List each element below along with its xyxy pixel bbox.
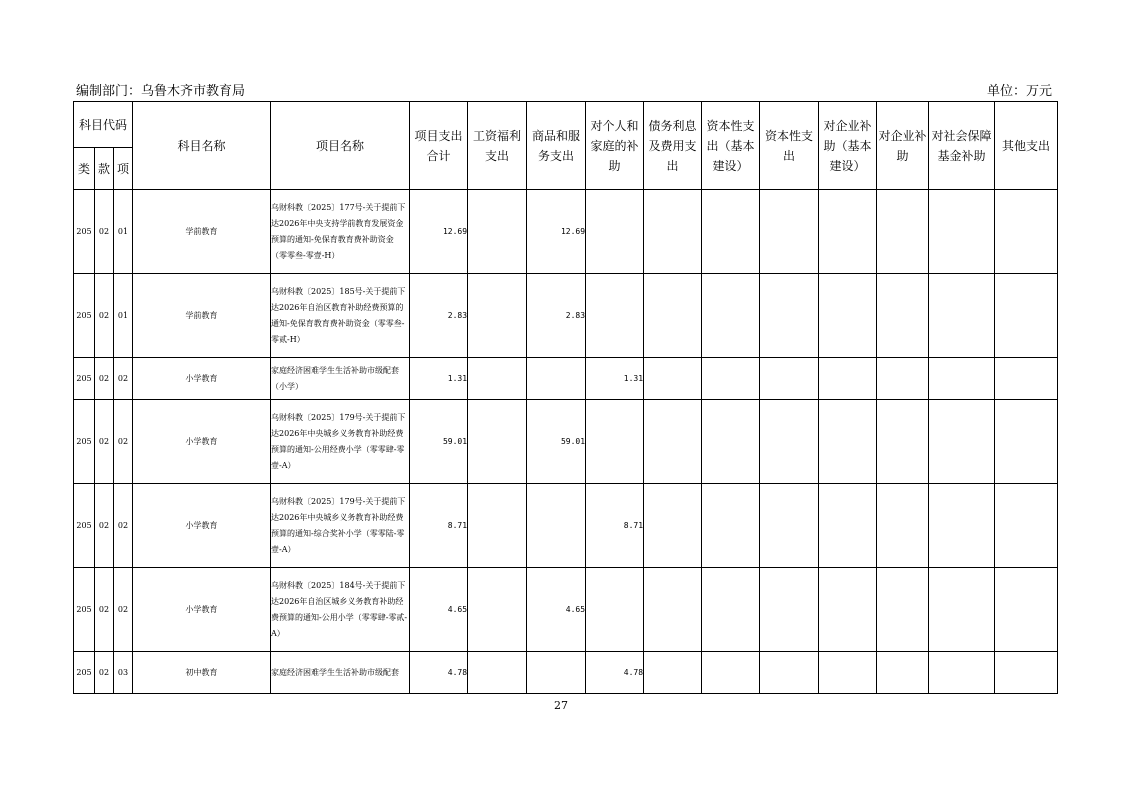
cell-wages: [468, 190, 527, 274]
cell-lei: 205: [74, 484, 95, 568]
header-enterprise: 对企业补助: [877, 102, 929, 190]
cell-wages: [468, 652, 527, 694]
header-project-name: 项目名称: [271, 102, 410, 190]
cell-goods: 2.83: [527, 274, 586, 358]
cell-debt: [644, 652, 702, 694]
header-goods: 商品和服务支出: [527, 102, 586, 190]
cell-xiang: 01: [114, 190, 133, 274]
header-total: 项目支出合计: [410, 102, 468, 190]
cell-individuals: 8.71: [586, 484, 644, 568]
cell-enterprise: [877, 400, 929, 484]
cell-other: [995, 568, 1058, 652]
cell-debt: [644, 484, 702, 568]
cell-individuals: [586, 190, 644, 274]
cell-kuan: 02: [95, 358, 114, 400]
cell-lei: 205: [74, 400, 95, 484]
header-kuan: 款: [95, 148, 114, 190]
cell-enterprise-basic: [819, 190, 877, 274]
header-xiang: 项: [114, 148, 133, 190]
cell-total: 2.83: [410, 274, 468, 358]
cell-enterprise-basic: [819, 568, 877, 652]
cell-project: 乌财科教〔2025〕179号-关于提前下达2026年中央城乡义务教育补助经费预算的通知-综合奖补小学（零零陆-零壹-A）: [271, 484, 410, 568]
cell-goods: 59.01: [527, 400, 586, 484]
cell-subject: 小学教育: [133, 568, 271, 652]
cell-other: [995, 652, 1058, 694]
cell-subject: 小学教育: [133, 484, 271, 568]
cell-capital-basic: [702, 484, 760, 568]
cell-other: [995, 484, 1058, 568]
cell-project: 家庭经济困难学生生活补助市级配套: [271, 652, 410, 694]
table-row: [74, 652, 1058, 694]
cell-kuan: 02: [95, 484, 114, 568]
department-label: 编制部门：乌鲁木齐市教育局: [76, 84, 246, 99]
cell-xiang: 01: [114, 274, 133, 358]
cell-social: [929, 400, 995, 484]
cell-individuals: [586, 400, 644, 484]
unit-label: 单位：万元: [986, 84, 1052, 99]
cell-total: 4.78: [410, 652, 468, 694]
cell-individuals: [586, 274, 644, 358]
cell-other: [995, 358, 1058, 400]
cell-xiang: 02: [114, 484, 133, 568]
cell-capital: [760, 400, 819, 484]
cell-enterprise: [877, 274, 929, 358]
cell-enterprise-basic: [819, 274, 877, 358]
cell-goods: [527, 484, 586, 568]
page-number: 27: [554, 699, 568, 712]
cell-subject: 初中教育: [133, 652, 271, 694]
cell-wages: [468, 484, 527, 568]
cell-enterprise-basic: [819, 652, 877, 694]
cell-other: [995, 400, 1058, 484]
table-row: [74, 274, 1058, 358]
cell-wages: [468, 358, 527, 400]
cell-kuan: 02: [95, 400, 114, 484]
cell-enterprise: [877, 652, 929, 694]
cell-lei: 205: [74, 358, 95, 400]
table-row: [74, 358, 1058, 400]
cell-project: 乌财科教〔2025〕177号-关于提前下达2026年中央支持学前教育发展资金预算的通知-免保育教育费补助资金（零零叁-零壹-H）: [271, 190, 410, 274]
cell-kuan: 02: [95, 274, 114, 358]
cell-total: 8.71: [410, 484, 468, 568]
cell-debt: [644, 190, 702, 274]
header-enterprise-basic: 对企业补助（基本建设）: [819, 102, 877, 190]
cell-individuals: 4.78: [586, 652, 644, 694]
cell-debt: [644, 274, 702, 358]
cell-capital: [760, 274, 819, 358]
cell-total: 12.69: [410, 190, 468, 274]
cell-project: 乌财科教〔2025〕179号-关于提前下达2026年中央城乡义务教育补助经费预算的通知-公用经费小学（零零肆-零壹-A）: [271, 400, 410, 484]
cell-wages: [468, 400, 527, 484]
cell-debt: [644, 358, 702, 400]
cell-capital-basic: [702, 274, 760, 358]
cell-total: 4.65: [410, 568, 468, 652]
cell-social: [929, 274, 995, 358]
cell-subject: 学前教育: [133, 274, 271, 358]
cell-capital-basic: [702, 400, 760, 484]
cell-subject: 小学教育: [133, 358, 271, 400]
table-row: [74, 400, 1058, 484]
cell-goods: [527, 652, 586, 694]
cell-lei: 205: [74, 568, 95, 652]
table-row: [74, 484, 1058, 568]
cell-capital-basic: [702, 568, 760, 652]
header-subject-name: 科目名称: [133, 102, 271, 190]
cell-individuals: 1.31: [586, 358, 644, 400]
budget-table: [73, 101, 1058, 694]
cell-capital: [760, 358, 819, 400]
cell-social: [929, 568, 995, 652]
cell-lei: 205: [74, 274, 95, 358]
header-debt: 债务利息及费用支出: [644, 102, 702, 190]
cell-lei: 205: [74, 652, 95, 694]
cell-capital: [760, 568, 819, 652]
cell-other: [995, 274, 1058, 358]
table-row: [74, 190, 1058, 274]
cell-lei: 205: [74, 190, 95, 274]
cell-xiang: 03: [114, 652, 133, 694]
header-capital-basic: 资本性支出（基本建设）: [702, 102, 760, 190]
cell-enterprise: [877, 568, 929, 652]
cell-goods: 4.65: [527, 568, 586, 652]
cell-individuals: [586, 568, 644, 652]
cell-total: 1.31: [410, 358, 468, 400]
cell-wages: [468, 274, 527, 358]
table-row: [74, 568, 1058, 652]
cell-capital-basic: [702, 190, 760, 274]
cell-debt: [644, 400, 702, 484]
header-lei: 类: [74, 148, 95, 190]
cell-goods: 12.69: [527, 190, 586, 274]
cell-capital: [760, 190, 819, 274]
header-individuals: 对个人和家庭的补助: [586, 102, 644, 190]
cell-debt: [644, 568, 702, 652]
cell-enterprise-basic: [819, 484, 877, 568]
cell-kuan: 02: [95, 190, 114, 274]
cell-xiang: 02: [114, 400, 133, 484]
cell-enterprise-basic: [819, 400, 877, 484]
cell-subject: 学前教育: [133, 190, 271, 274]
cell-enterprise: [877, 484, 929, 568]
cell-capital-basic: [702, 652, 760, 694]
cell-social: [929, 190, 995, 274]
cell-enterprise: [877, 190, 929, 274]
header-other: 其他支出: [995, 102, 1058, 190]
cell-project: 家庭经济困难学生生活补助市级配套（小学）: [271, 358, 410, 400]
cell-xiang: 02: [114, 568, 133, 652]
cell-project: 乌财科教〔2025〕185号-关于提前下达2026年自治区教育补助经费预算的通知-免保育教育费补助资金（零零叁-零贰-H）: [271, 274, 410, 358]
cell-other: [995, 190, 1058, 274]
cell-subject: 小学教育: [133, 400, 271, 484]
header-wages: 工资福利支出: [468, 102, 527, 190]
cell-xiang: 02: [114, 358, 133, 400]
cell-capital: [760, 484, 819, 568]
cell-enterprise-basic: [819, 358, 877, 400]
cell-goods: [527, 358, 586, 400]
cell-total: 59.01: [410, 400, 468, 484]
header-capital: 资本性支出: [760, 102, 819, 190]
cell-project: 乌财科教〔2025〕184号-关于提前下达2026年自治区城乡义务教育补助经费预算的通知-公用小学（零零肆-零贰-A）: [271, 568, 410, 652]
cell-wages: [468, 568, 527, 652]
cell-social: [929, 358, 995, 400]
cell-social: [929, 652, 995, 694]
cell-capital: [760, 652, 819, 694]
header-code-group: 科目代码: [74, 102, 133, 148]
cell-enterprise: [877, 358, 929, 400]
cell-capital-basic: [702, 358, 760, 400]
cell-social: [929, 484, 995, 568]
cell-kuan: 02: [95, 652, 114, 694]
header-social: 对社会保障基金补助: [929, 102, 995, 190]
cell-kuan: 02: [95, 568, 114, 652]
